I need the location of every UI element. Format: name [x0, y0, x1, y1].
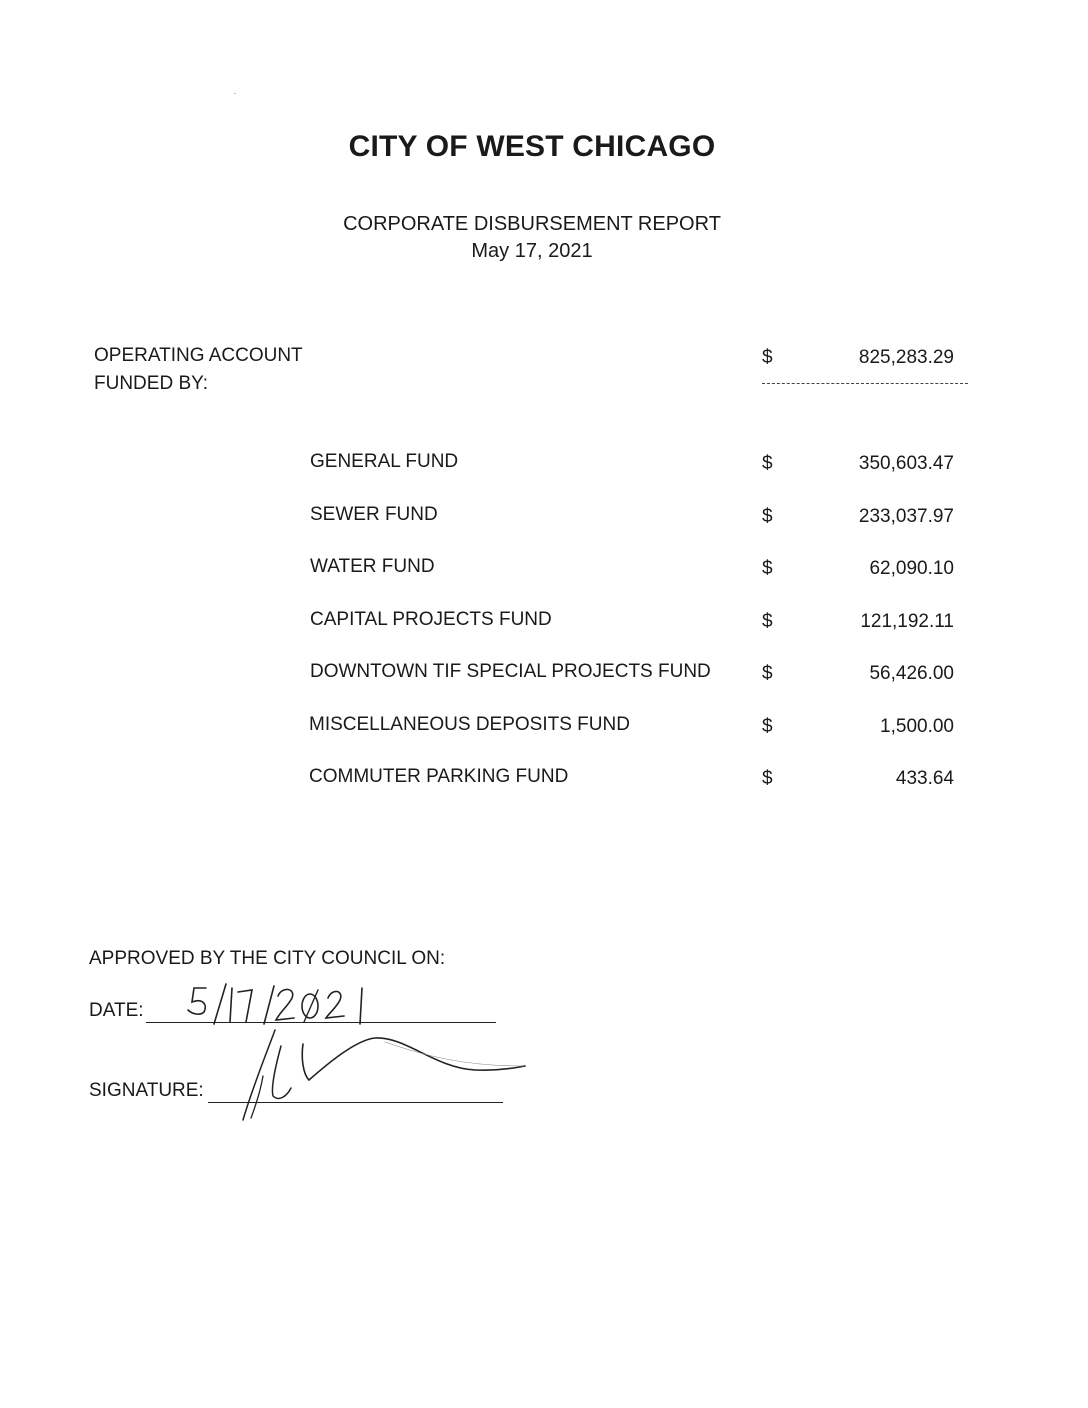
- total-divider: [762, 383, 968, 384]
- scan-speck: [234, 93, 236, 94]
- fund-name: CAPITAL PROJECTS FUND: [310, 609, 552, 630]
- signature: [235, 1018, 535, 1128]
- fund-currency: $: [762, 716, 773, 737]
- page-title: CITY OF WEST CHICAGO: [348, 130, 716, 163]
- fund-amount: 121,192.11: [860, 611, 954, 632]
- operating-account-label: OPERATING ACCOUNT: [94, 345, 303, 366]
- fund-amount: 233,037.97: [858, 506, 954, 527]
- fund-currency: $: [762, 506, 773, 527]
- fund-currency: $: [762, 663, 773, 684]
- fund-name: MISCELLANEOUS DEPOSITS FUND: [309, 714, 630, 735]
- fund-amount: 350,603.47: [858, 453, 954, 474]
- report-title: CORPORATE DISBURSEMENT REPORT: [343, 213, 721, 235]
- fund-currency: $: [762, 453, 773, 474]
- fund-name: COMMUTER PARKING FUND: [309, 766, 569, 787]
- fund-amount: 62,090.10: [869, 558, 954, 579]
- fund-currency: $: [762, 611, 773, 632]
- fund-name: WATER FUND: [310, 556, 435, 577]
- operating-amount: 825,283.29: [858, 347, 954, 368]
- signature-label: SIGNATURE:: [89, 1080, 204, 1101]
- date-label: DATE:: [89, 1000, 144, 1021]
- fund-amount: 56,426.00: [869, 663, 954, 684]
- fund-name: GENERAL FUND: [310, 451, 459, 472]
- operating-currency: $: [762, 347, 773, 368]
- fund-name: SEWER FUND: [310, 504, 438, 525]
- fund-name: DOWNTOWN TIF SPECIAL PROJECTS FUND: [310, 661, 711, 682]
- report-date: May 17, 2021: [471, 240, 593, 262]
- funded-by-label: FUNDED BY:: [94, 373, 209, 394]
- approval-heading: APPROVED BY THE CITY COUNCIL ON:: [89, 948, 446, 969]
- fund-currency: $: [762, 768, 773, 789]
- fund-currency: $: [762, 558, 773, 579]
- fund-amount: 1,500.00: [880, 716, 954, 737]
- fund-amount: 433.64: [895, 768, 954, 789]
